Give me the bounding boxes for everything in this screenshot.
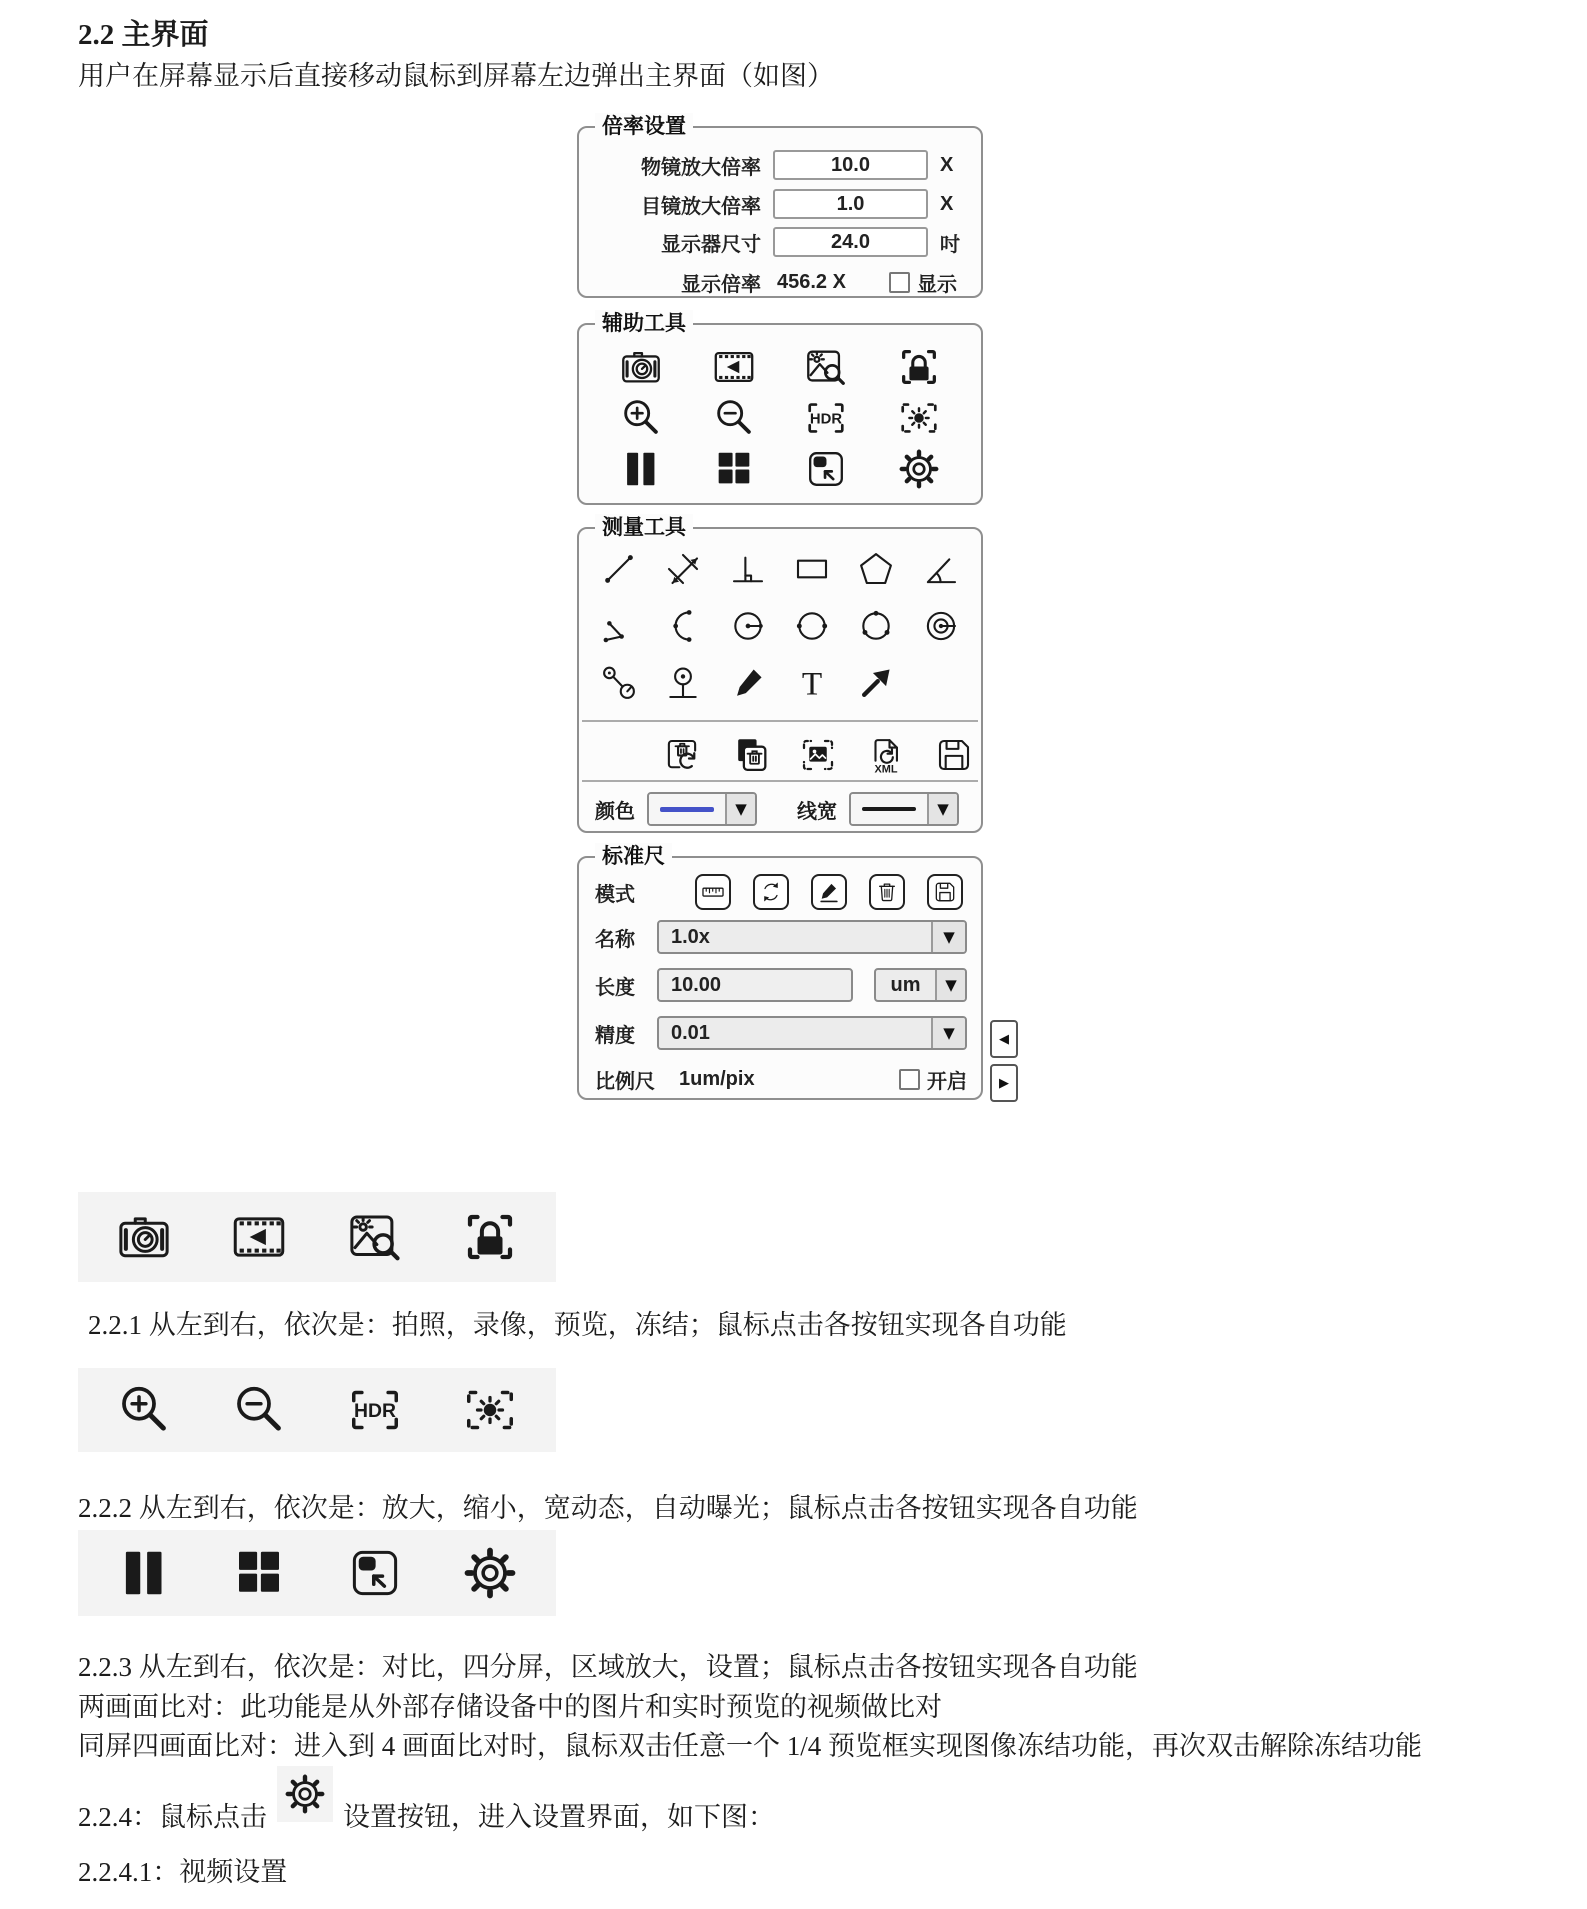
- svg-text:HDR: HDR: [810, 411, 843, 428]
- display-mag-label: 显示倍率: [681, 273, 761, 296]
- delete-all-icon[interactable]: [729, 734, 771, 776]
- caption-224: [78, 1762, 775, 1834]
- circle-two-point-icon[interactable]: [791, 605, 833, 647]
- ruler-mode-row: [595, 874, 967, 910]
- icon-strip-capture-group: [78, 1192, 556, 1282]
- undo-delete-icon[interactable]: [661, 734, 703, 776]
- color-select[interactable]: [647, 792, 757, 826]
- mode-label: 模式: [595, 883, 635, 906]
- caption-224-prefix: 2.2.4：鼠标点击: [78, 1802, 267, 1832]
- eyepiece-mag-label: 目镜放大倍率: [641, 195, 761, 218]
- circle-radius-icon[interactable]: [727, 605, 769, 647]
- annotation-style-row: [595, 791, 971, 827]
- hdr-icon[interactable]: [803, 395, 849, 441]
- objective-mag-input[interactable]: 10.0: [773, 150, 928, 180]
- standard-ruler-group: [577, 845, 983, 1100]
- settings-icon: [460, 1543, 520, 1603]
- color-sample-face: [649, 794, 725, 824]
- circle-distance-icon[interactable]: [598, 662, 640, 704]
- caption-221: 2.2.1 从左到右，依次是：拍照，录像，预览，冻结；鼠标点击各按钮实现各自功能: [88, 1310, 1067, 1340]
- quad-split-icon: [229, 1543, 289, 1603]
- monitor-size-input[interactable]: 24.0: [773, 227, 928, 257]
- length-unit-select[interactable]: [874, 968, 967, 1002]
- note-quad-compare: 同屏四画面比对：进入到 4 画面比对时，鼠标双击任意一个 1/4 预览框实现图像冻结功能，再次双击解除冻结功能: [78, 1731, 1422, 1761]
- display-mag-value: 456.2 X: [777, 270, 846, 293]
- length-input[interactable]: 10.00: [657, 968, 853, 1002]
- video-playback-icon[interactable]: [711, 344, 757, 390]
- video-playback-icon: [229, 1207, 289, 1267]
- image-preview-icon: [345, 1207, 405, 1267]
- monitor-size-row: [589, 227, 973, 257]
- svg-text:T: T: [802, 665, 823, 703]
- region-zoom-icon: [345, 1543, 405, 1603]
- objective-mag-unit: X: [940, 153, 954, 176]
- precision-label: 精度: [595, 1024, 635, 1047]
- settings-icon[interactable]: [896, 446, 942, 492]
- right-triangle-icon: ▶: [999, 1075, 1009, 1091]
- precision-select-value: 0.01: [671, 1021, 710, 1044]
- mode-buttons: [695, 874, 963, 910]
- measure-tools-group-title: 测量工具: [595, 514, 693, 541]
- left-triangle-icon: ◀: [999, 1031, 1009, 1047]
- zoom-out-icon[interactable]: [711, 395, 757, 441]
- caption-224-suffix: 设置按钮，进入设置界面，如下图：: [343, 1802, 775, 1832]
- caption-223: 2.2.3 从左到右，依次是：对比，四分屏，区域放大，设置；鼠标点击各按钮实现各自功能: [78, 1652, 1138, 1682]
- edit-icon: [816, 879, 842, 905]
- magnification-group-title: 倍率设置: [595, 113, 693, 140]
- objective-mag-label: 物镜放大倍率: [641, 156, 761, 179]
- name-select-value: 1.0x: [671, 925, 710, 948]
- eyepiece-mag-row: [589, 189, 973, 219]
- save-button[interactable]: [927, 874, 963, 910]
- chevron-down-icon: ▼: [935, 970, 965, 1000]
- text-tool-icon[interactable]: [791, 662, 833, 704]
- ruler-length-row: [595, 968, 967, 1002]
- color-label: 颜色: [595, 800, 635, 823]
- auto-exposure-icon[interactable]: [896, 395, 942, 441]
- freeze-lock-icon[interactable]: [896, 344, 942, 390]
- eyepiece-mag-input[interactable]: 1.0: [773, 189, 928, 219]
- zoom-out-icon: [229, 1380, 289, 1440]
- polygon-icon[interactable]: [855, 548, 897, 590]
- auto-exposure-icon: [460, 1380, 520, 1440]
- polyline-icon[interactable]: [598, 605, 640, 647]
- trash-icon: [874, 879, 900, 905]
- pencil-icon[interactable]: [727, 662, 769, 704]
- chevron-down-icon: ▼: [725, 794, 755, 824]
- color-line-sample: [660, 807, 715, 812]
- svg-text:HDR: HDR: [353, 1399, 396, 1422]
- zoom-in-icon[interactable]: [618, 395, 664, 441]
- settings-gear-figure: [277, 1766, 333, 1822]
- image-preview-icon[interactable]: [803, 344, 849, 390]
- settings-icon: [282, 1771, 328, 1817]
- scale-bar-enable-checkbox[interactable]: [899, 1069, 920, 1090]
- trash-button[interactable]: [869, 874, 905, 910]
- ruler-precision-row: [595, 1016, 967, 1050]
- divider: [582, 720, 978, 722]
- scale-bar-value: 1um/pix: [679, 1067, 755, 1090]
- caption-2241: 2.2.4.1：视频设置: [78, 1857, 288, 1887]
- chevron-down-icon: ▼: [931, 1018, 965, 1048]
- camera-icon: [114, 1207, 174, 1267]
- quad-split-icon[interactable]: [711, 446, 757, 492]
- scale-bar-row: [595, 1064, 967, 1094]
- svg-text:XML: XML: [874, 763, 898, 776]
- arrow-icon[interactable]: [855, 662, 897, 704]
- chevron-down-icon: ▼: [927, 794, 957, 824]
- intro-text: 用户在屏幕显示后直接移动鼠标到屏幕左边弹出主界面（如图）: [78, 61, 834, 91]
- linewidth-sample-face: [851, 794, 927, 824]
- linewidth-label: 线宽: [797, 800, 837, 823]
- standard-ruler-group-title: 标准尺: [595, 843, 672, 870]
- region-zoom-icon[interactable]: [803, 446, 849, 492]
- display-checkbox[interactable]: [889, 272, 910, 293]
- aux-tools-group-title: 辅助工具: [595, 310, 693, 337]
- capture-region-icon[interactable]: [797, 734, 839, 776]
- perpendicular-icon[interactable]: [727, 548, 769, 590]
- objective-mag-row: [589, 150, 973, 180]
- point-to-line-icon[interactable]: [662, 662, 704, 704]
- aux-tools-grid: [595, 341, 965, 495]
- length-unit-value: um: [890, 973, 921, 996]
- aux-tools-group: [577, 312, 983, 505]
- scale-bar-enable-label: 开启: [927, 1070, 967, 1093]
- ruler-button[interactable]: [695, 874, 731, 910]
- precision-select[interactable]: [657, 1016, 967, 1050]
- icon-strip-zoom-group: [78, 1368, 556, 1452]
- arc-icon[interactable]: [662, 605, 704, 647]
- angle-icon[interactable]: [920, 548, 962, 590]
- name-label: 名称: [595, 928, 635, 951]
- icon-strip-compare-group: [78, 1530, 556, 1616]
- magnification-settings-group: [577, 115, 983, 298]
- display-mag-row: [589, 267, 973, 297]
- zoom-in-icon: [114, 1380, 174, 1440]
- ruler-name-row: [595, 920, 967, 954]
- linewidth-select[interactable]: [849, 792, 959, 826]
- freeze-lock-icon: [460, 1207, 520, 1267]
- circle-three-point-icon[interactable]: [855, 605, 897, 647]
- divider: [582, 780, 978, 782]
- linewidth-line-sample: [862, 807, 917, 811]
- rotate-icon: [758, 879, 784, 905]
- camera-icon[interactable]: [618, 344, 664, 390]
- length-label: 长度: [595, 976, 635, 999]
- panel-expand-button[interactable]: [990, 1064, 1018, 1102]
- compare-icon: [114, 1543, 174, 1603]
- hdr-icon: [345, 1380, 405, 1440]
- section-heading: 2.2 主界面: [78, 19, 209, 51]
- monitor-size-label: 显示器尺寸: [661, 233, 761, 256]
- monitor-size-unit: 吋: [940, 233, 960, 256]
- ruler-icon: [700, 879, 726, 905]
- eyepiece-mag-unit: X: [940, 192, 954, 215]
- measure-tools-grid: [587, 541, 973, 711]
- scale-bar-label: 比例尺: [595, 1070, 655, 1093]
- compare-icon[interactable]: [618, 446, 664, 492]
- caption-222: 2.2.2 从左到右，依次是：放大，缩小，宽动态，自动曝光；鼠标点击各按钮实现各自功能: [78, 1493, 1138, 1523]
- concentric-circles-icon[interactable]: [920, 605, 962, 647]
- chevron-down-icon: ▼: [931, 922, 965, 952]
- line-icon[interactable]: [598, 548, 640, 590]
- panel-collapse-button[interactable]: [990, 1020, 1018, 1058]
- save-icon[interactable]: [933, 734, 975, 776]
- edit-button[interactable]: [811, 874, 847, 910]
- measure-tools-group: [577, 516, 983, 833]
- save-icon: [932, 879, 958, 905]
- rotate-button[interactable]: [753, 874, 789, 910]
- name-select[interactable]: [657, 920, 967, 954]
- export-xml-icon[interactable]: [865, 734, 907, 776]
- display-checkbox-label: 显示: [917, 273, 957, 296]
- parallel-distance-icon[interactable]: [662, 548, 704, 590]
- rectangle-icon[interactable]: [791, 548, 833, 590]
- note-two-picture-compare: 两画面比对：此功能是从外部存储设备中的图片和实时预览的视频做比对: [78, 1692, 942, 1722]
- annotation-file-actions: [661, 732, 975, 778]
